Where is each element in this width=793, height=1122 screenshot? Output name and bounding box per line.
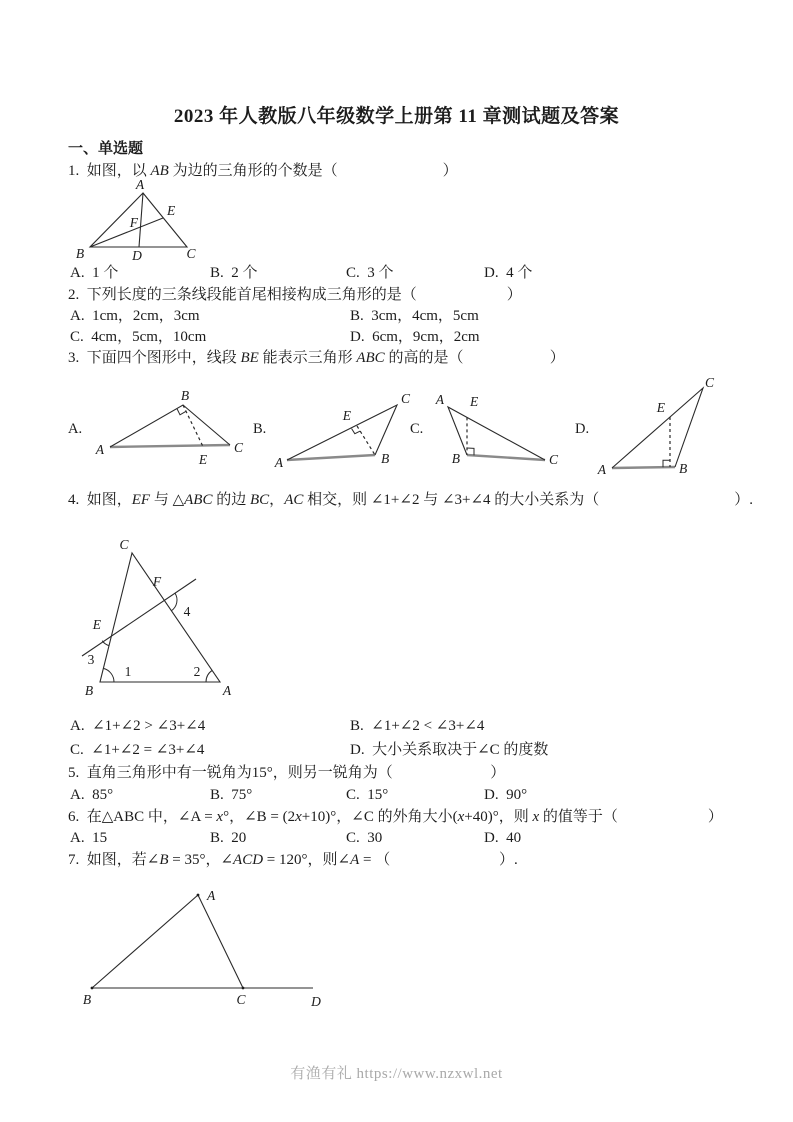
q3-fig-a-label-a: A [95, 442, 104, 457]
q3-fig-d-label-b: B [679, 461, 688, 476]
text-segment: 为边的三角形的个数是（ ） [168, 163, 458, 179]
q3-fig-b-option-label: B. [253, 421, 267, 437]
text-segment: 的边 [212, 492, 250, 508]
text-segment: EF [131, 492, 151, 508]
q3-fig-d-label-a: A [597, 462, 606, 477]
q4-option-a: A. ∠1+∠2 > ∠3+∠4 [70, 718, 206, 734]
q4-fig-label-a: A [222, 683, 232, 698]
text-segment: 4. 如图， [68, 492, 132, 508]
q7-fig-label-d: D [311, 994, 321, 1009]
text-segment: °，∠B = (2 [223, 809, 296, 825]
question-4-options-row1 [70, 717, 690, 736]
q4-fig-angle-4: 4 [183, 604, 191, 619]
text-segment: B [159, 852, 169, 868]
q1-fig-label-b: B [75, 246, 85, 261]
q1-fig-label-a: A [135, 177, 145, 192]
q3-fig-c-label-e: E [470, 394, 479, 409]
q7-fig-label-a: A [207, 888, 216, 903]
text-segment: x [457, 809, 465, 825]
text-segment: 的值等于（ ） [539, 809, 723, 825]
q3-fig-b-label-c: C [401, 391, 411, 406]
q4-fig-label-b: B [84, 683, 94, 698]
q3-fig-a-label-b: B [180, 388, 190, 403]
q7-figure-triangle [83, 888, 321, 1009]
text-segment: AC [284, 492, 304, 508]
question-6-options [70, 829, 654, 848]
text-segment: ACD [233, 852, 264, 868]
q1-fig-label-f: F [129, 215, 138, 230]
text-segment: +10)°，∠C 的外角大小( [301, 809, 458, 825]
q2-option-b: B. 3cm，4cm，5cm [350, 308, 479, 324]
q6-option-b: B. 20 [210, 830, 247, 846]
q3-figure-a [68, 388, 244, 467]
question-1-text [68, 162, 458, 181]
q3-figure-b [253, 391, 411, 470]
q5-option-b: B. 75° [210, 787, 253, 803]
text-segment: 5. 直角三角形中有一锐角为15°，则另一锐角为（ ） [68, 765, 506, 781]
text-segment: = 120°，则∠ [263, 852, 351, 868]
q4-option-c: C. ∠1+∠2 = ∠3+∠4 [70, 742, 205, 758]
q4-option-b: B. ∠1+∠2 < ∠3+∠4 [350, 718, 485, 734]
q4-fig-label-f: F [152, 574, 162, 589]
text-segment: 的高的是（ ） [384, 350, 565, 366]
q5-option-d: D. 90° [484, 787, 528, 803]
text-segment: BE [240, 350, 259, 366]
text-segment: 2. 下列长度的三条线段能首尾相接构成三角形的是（ ） [68, 287, 522, 303]
q2-option-c: C. 4cm，5cm，10cm [70, 329, 207, 345]
text-segment: 能表示三角形 [258, 350, 357, 366]
question-2-text [68, 286, 522, 305]
q3-fig-a-option-label: A. [68, 421, 83, 437]
q1-option-b: B. 2 个 [210, 265, 258, 281]
text-segment: ABC [184, 492, 213, 508]
q1-fig-label-d: D [132, 248, 142, 263]
text-segment: A [350, 852, 360, 868]
q4-figure-triangle [82, 537, 232, 698]
page-title: 2023 年人教版八年级数学上册第 11 章测试题及答案 [173, 106, 620, 127]
text-segment: BC [250, 492, 270, 508]
q1-fig-label-e: E [167, 203, 176, 218]
q3-fig-d-label-c: C [705, 375, 715, 390]
section-heading: 一、单选题 [68, 141, 144, 157]
question-5-text [68, 764, 505, 783]
text-segment: 与 △ [150, 492, 185, 508]
q3-fig-a-label-e: E [198, 452, 208, 467]
q3-fig-b-label-a: A [274, 455, 283, 470]
question-1-options [70, 264, 654, 283]
q1-option-c: C. 3 个 [346, 265, 394, 281]
q3-fig-d-option-label: D. [575, 421, 590, 437]
q3-fig-c-label-b: B [451, 451, 460, 466]
text-segment: AB [150, 163, 169, 179]
q3-fig-c-label-a: A [435, 392, 444, 407]
q5-option-a: A. 85° [70, 787, 114, 803]
q3-fig-b-label-b: B [381, 451, 390, 466]
q1-fig-label-c: C [186, 246, 196, 261]
q3-fig-a-label-c: C [234, 440, 244, 455]
question-6-text [68, 808, 723, 827]
text-segment: x [295, 809, 302, 825]
text-segment: 7. 如图，若∠ [68, 852, 160, 868]
text-segment: 1. 如图，以 [68, 163, 151, 179]
question-2-options-row1 [70, 307, 690, 326]
q2-option-d: D. 6cm，9cm，2cm [350, 329, 480, 345]
text-segment: 6. 在△ABC 中，∠A = [68, 809, 217, 825]
q3-fig-d-label-e: E [656, 400, 665, 415]
text-segment: x [532, 809, 540, 825]
question-4-options-row2 [70, 741, 690, 760]
text-segment: = （ ）. [359, 852, 518, 868]
text-segment: ABC [356, 350, 385, 366]
text-segment: x [216, 809, 224, 825]
q3-figure-d [575, 375, 715, 477]
question-4-text [68, 491, 753, 510]
q3-fig-c-label-c: C [549, 452, 559, 467]
q2-option-a: A. 1cm，2cm，3cm [70, 308, 200, 324]
q6-option-c: C. 30 [346, 830, 383, 846]
q4-fig-angle-1: 1 [124, 664, 132, 679]
q7-fig-label-c: C [236, 992, 246, 1007]
footer-watermark: 有渔有礼 https://www.nzxwl.net [290, 1066, 503, 1082]
q5-option-c: C. 15° [346, 787, 389, 803]
q4-option-d: D. 大小关系取决于∠C 的度数 [350, 742, 549, 758]
q4-fig-label-c: C [119, 537, 129, 552]
q6-option-a: A. 15 [70, 830, 108, 846]
q7-fig-label-b: B [82, 992, 92, 1007]
text-segment: = 35°，∠ [168, 852, 234, 868]
q4-fig-angle-3: 3 [87, 652, 95, 667]
text-segment: ， [269, 492, 285, 508]
text-segment: 3. 下面四个图形中，线段 [68, 350, 241, 366]
text-segment: 相交，则 ∠1+∠2 与 ∠3+∠4 的大小关系为（ ）. [303, 492, 754, 508]
question-5-options [70, 786, 654, 805]
text-segment: +40)°，则 [464, 809, 533, 825]
q1-figure-triangle [76, 177, 197, 263]
q4-fig-angle-2: 2 [193, 664, 201, 679]
q3-figure-c [410, 392, 559, 467]
q6-option-d: D. 40 [484, 830, 522, 846]
q1-option-d: D. 4 个 [484, 265, 533, 281]
question-2-options-row2 [70, 328, 690, 347]
q3-fig-c-option-label: C. [410, 421, 424, 437]
question-7-text [68, 851, 518, 870]
q4-fig-label-e: E [92, 617, 101, 632]
question-3-text [68, 349, 565, 368]
q3-fig-b-label-e: E [342, 408, 351, 423]
q1-option-a: A. 1 个 [70, 265, 119, 281]
